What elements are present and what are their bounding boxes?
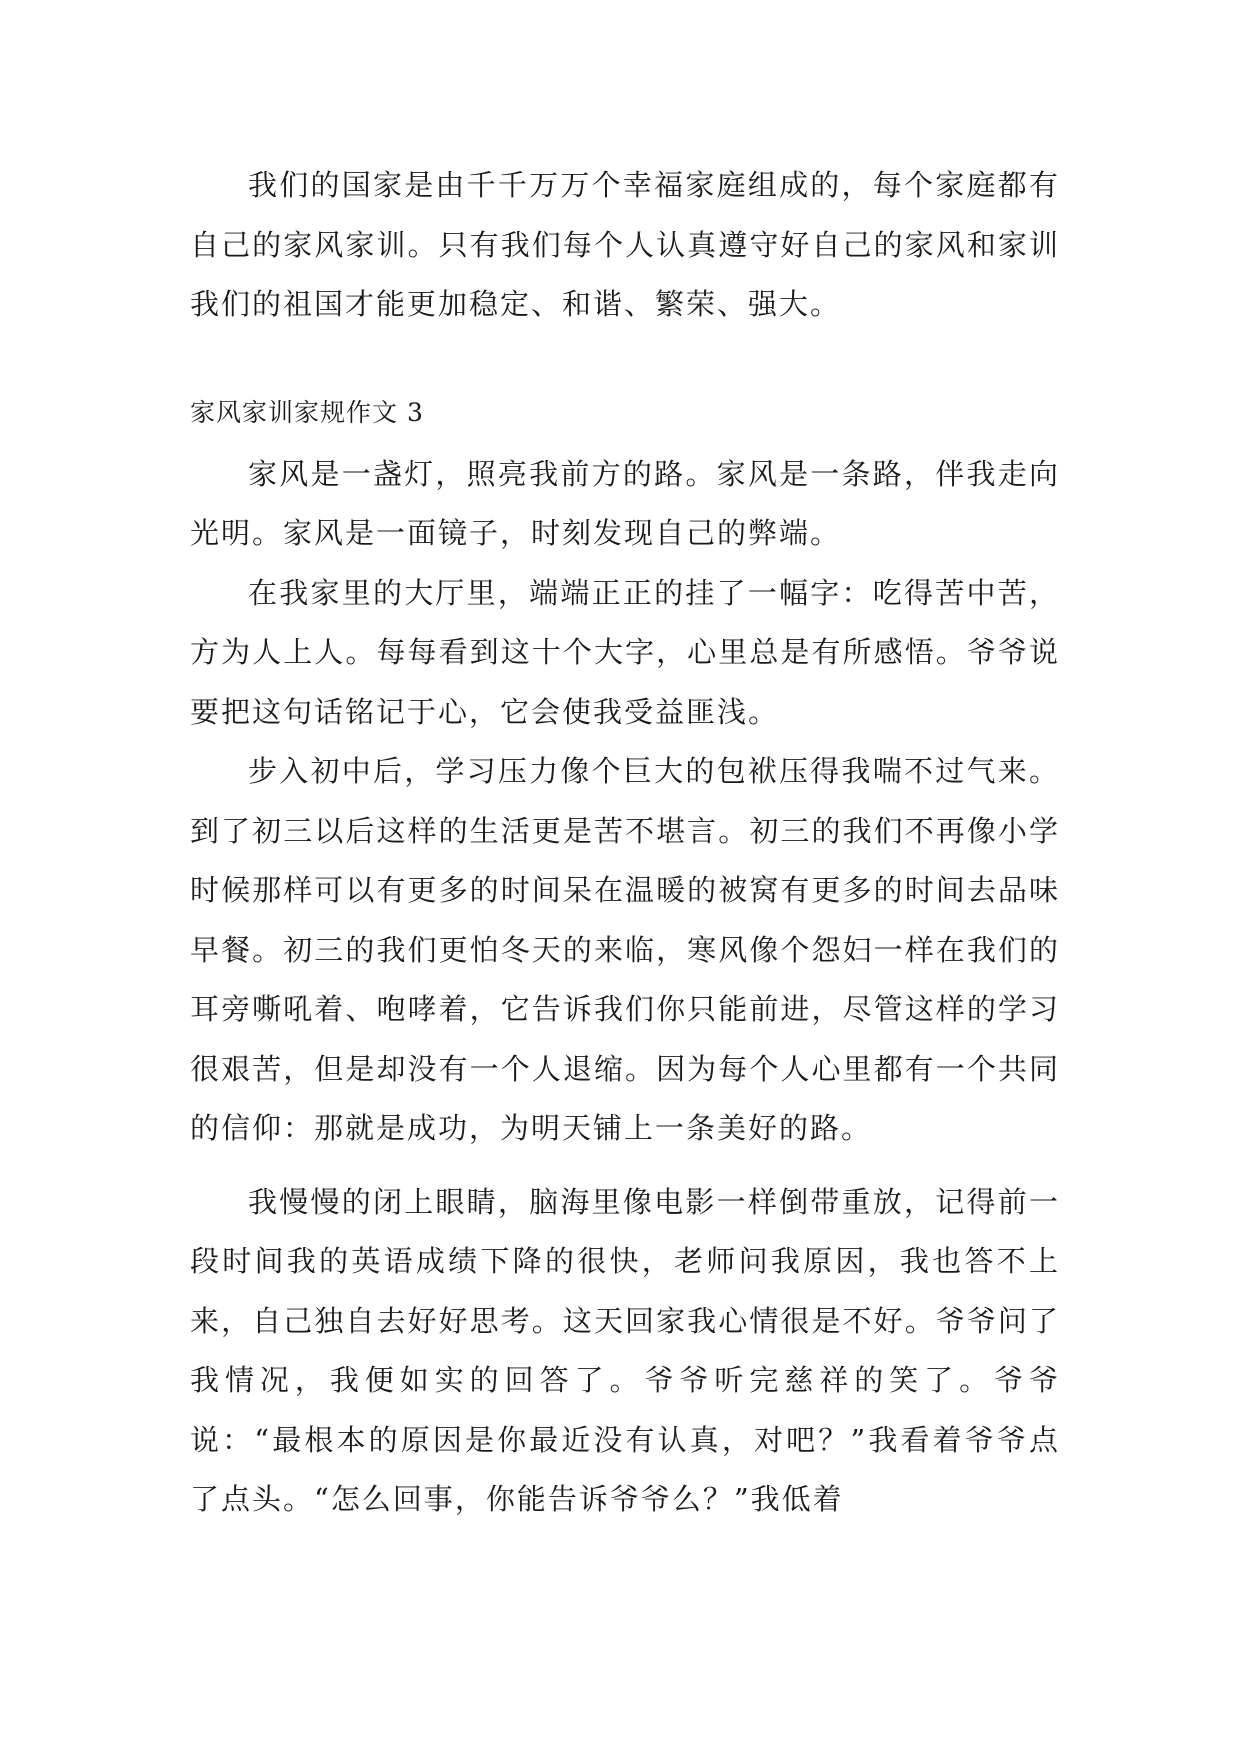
document-body [190,156,1060,1530]
paragraph-4: 我慢慢的闭上眼睛，脑海里像电影一样倒带重放，记得前一段时间我的英语成绩下降的很快，老师问我原因，我也答不上来，自己独自去好好思考。这天回家我心情很是不好。爷爷问了我情况，我便如实的回答了。爷爷听完慈祥的笑了。爷爷说：“最根本的原因是你最近没有认真，对吧？”我看着爷爷点了点头。“怎么回事，你能告诉爷爷么？”我低着 [190,1184,1060,1516]
intro-paragraph: 我们的国家是由千千万万个幸福家庭组成的，每个家庭都有自己的家风家训。只有我们每个人认真遵守好自己的家风和家训我们的祖国才能更加稳定、和谐、繁荣、强大。 [190,168,1060,321]
section-title: 家风家训家规作文 3 [190,397,424,427]
paragraph-1: 家风是一盏灯，照亮我前方的路。家风是一条路，伴我走向光明。家风是一面镜子，时刻发现自己的弊端。 [190,456,1060,550]
paragraph-3: 步入初中后，学习压力像个巨大的包袱压得我喘不过气来。到了初三以后这样的生活更是苦不堪言。初三的我们不再像小学时候那样可以有更多的时间呆在温暖的被窝有更多的时间去品味早餐。初三的我们更怕冬天的来临，寒风像个怨妇一样在我们的耳旁嘶吼着、咆哮着，它告诉我们你只能前进，尽管这样的学习很艰苦，但是却没有一个人退缩。因为每个人心里都有一个共同的信仰：那就是成功，为明天铺上一条美好的路。 [190,754,1060,1145]
paragraph-2: 在我家里的大厅里，端端正正的挂了一幅字：吃得苦中苦，方为人上人。每每看到这十个大字，心里总是有所感悟。爷爷说要把这句话铭记于心，它会使我受益匪浅。 [190,575,1060,729]
